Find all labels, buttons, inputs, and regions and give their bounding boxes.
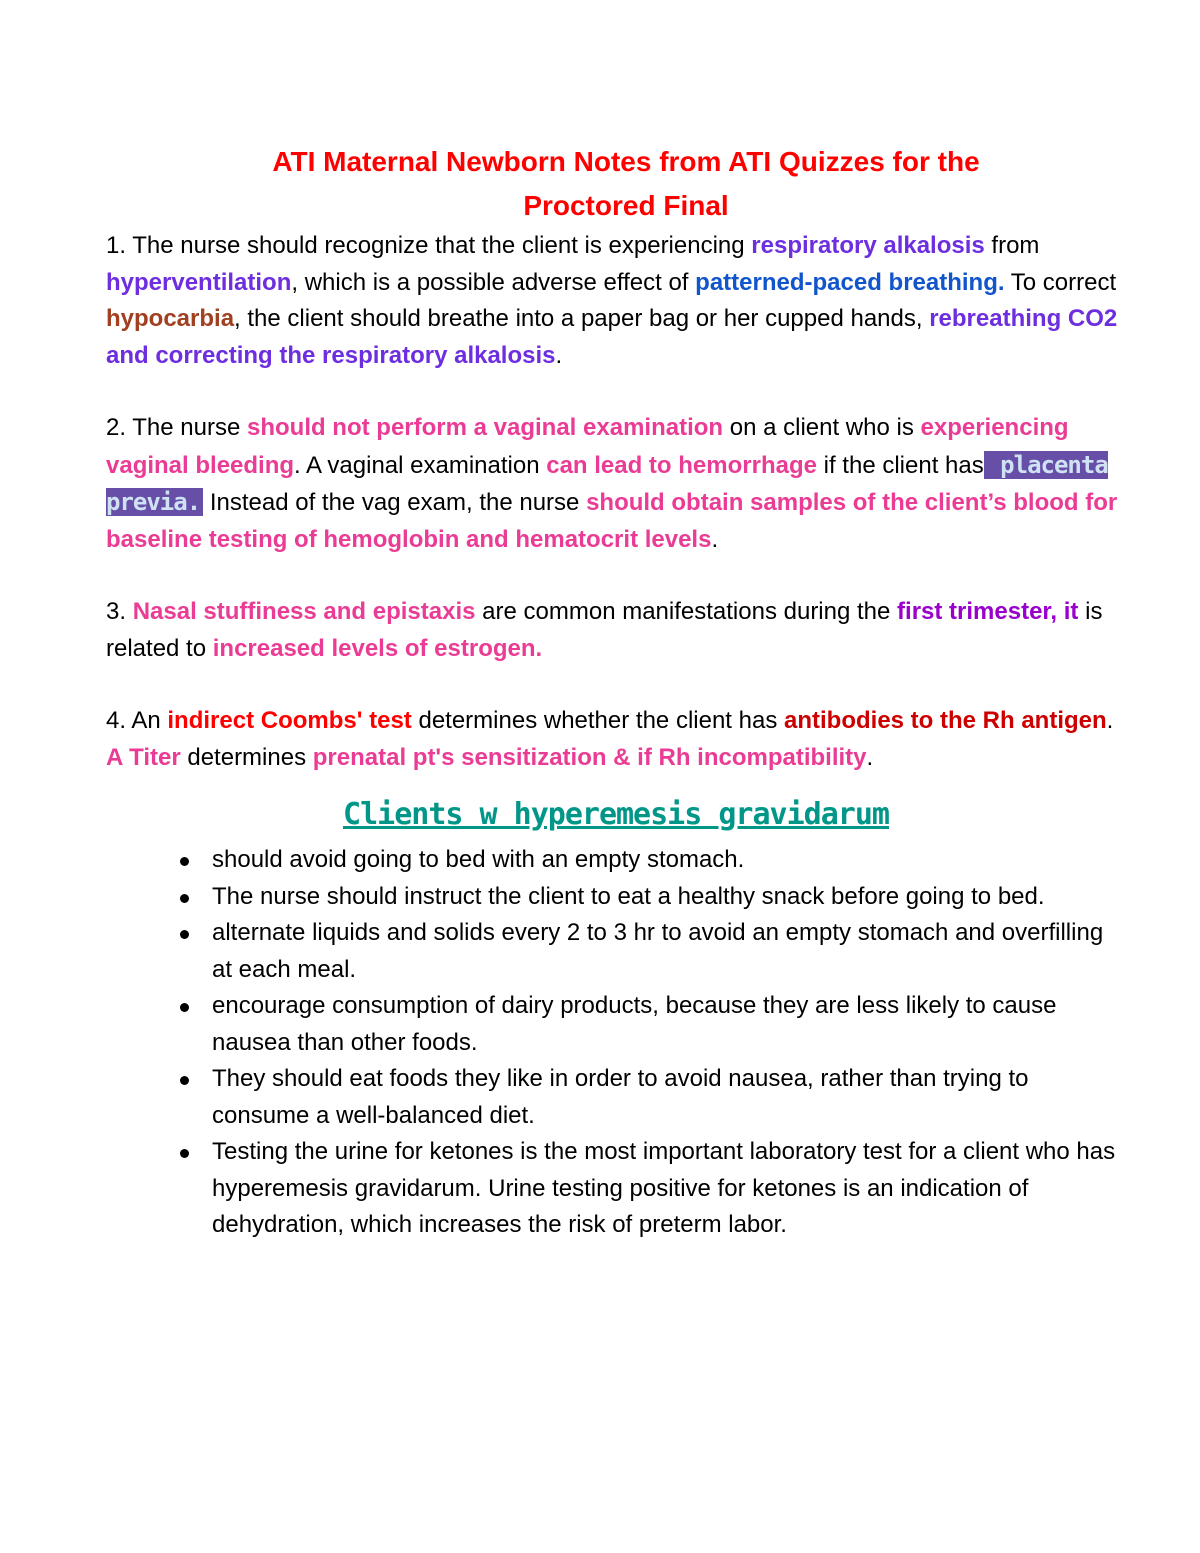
section-heading: Clients w hyperemesis gravidarum <box>343 797 889 832</box>
note-item-1 <box>106 228 1126 374</box>
list-item: encourage consumption of dairy products, because they are less likely to cause nausea than other foods. <box>212 988 1126 1061</box>
title-line-2: Proctored Final <box>523 190 729 221</box>
note-text: . A vaginal examination <box>294 451 547 479</box>
note-text <box>126 598 133 625</box>
emphasis-term: patterned-paced breathing. <box>695 268 1005 296</box>
numbered-notes <box>106 228 1126 776</box>
list-item: The nurse should instruct the client to eat a healthy snack before going to bed. <box>212 879 1126 916</box>
emphasis-term: antibodies to the Rh antigen <box>784 707 1107 734</box>
emphasis-term: indirect Coombs' test <box>167 707 412 734</box>
note-text: determines whether the client has <box>411 707 784 734</box>
note-text: is related to <box>106 598 1103 662</box>
note-item-2 <box>106 410 1126 558</box>
note-text: . <box>711 525 719 553</box>
emphasis-term: A Titer <box>106 743 181 771</box>
note-text: Instead of the vag exam, the nurse <box>203 489 587 516</box>
emphasis-term: respiratory alkalosis <box>751 232 985 259</box>
item-number: 4. <box>106 707 127 734</box>
note-text: if the client has <box>816 451 984 479</box>
list-item: should avoid going to bed with an empty stomach. <box>212 842 1126 879</box>
note-text: from <box>984 232 1040 259</box>
emphasis-term: hypocarbia <box>106 305 235 332</box>
emphasis-term: increased levels of estrogen. <box>212 634 543 662</box>
emphasis-term: first trimester, it <box>897 598 1079 625</box>
emphasis-term: hyperventilation <box>106 268 292 296</box>
note-text: are common manifestations during the <box>475 598 898 625</box>
list-item: Testing the urine for ketones is the most important laboratory test for a client who has hyperemesis gravidarum. Urine testing positive for ketones is an indication of dehydration, which increases the risk of preterm labor. <box>212 1134 1126 1244</box>
note-text: . <box>1106 707 1114 734</box>
emphasis-term: experiencing vaginal bleeding <box>106 414 1069 479</box>
list-item: They should eat foods they like in order to avoid nausea, rather than trying to consume a well-balanced diet. <box>212 1061 1126 1134</box>
item-number: 3. <box>106 598 127 625</box>
emphasis-term: should not perform a vaginal examination <box>246 414 724 441</box>
note-item-4 <box>106 703 1126 776</box>
note-text: The nurse should recognize that the client is experiencing <box>126 232 752 259</box>
emphasis-term: Nasal stuffiness and epistaxis <box>132 598 476 625</box>
note-text: determines <box>180 743 313 771</box>
hyperemesis-bullet-list <box>106 842 1126 1244</box>
item-number: 1. <box>106 232 127 259</box>
note-text: To correct <box>1004 268 1117 296</box>
emphasis-term: prenatal pt's sensitization & if Rh incompatibility <box>312 743 867 771</box>
note-text: on a client who is <box>723 414 921 441</box>
list-item: alternate liquids and solids every 2 to 3 hr to avoid an empty stomach and overfilling at each meal. <box>212 915 1126 988</box>
item-number: 2. <box>106 414 127 441</box>
document-title <box>106 140 1126 228</box>
emphasis-term: should obtain samples of the client’s blood for baseline testing of hemoglobin and hematocrit levels <box>106 489 1118 553</box>
title-line-1: ATI Maternal Newborn Notes from ATI Quizzes for the <box>272 146 980 177</box>
note-text: The nurse <box>126 414 247 441</box>
highlighted-term: placenta previa. <box>106 450 1108 516</box>
note-text: , which is a possible adverse effect of <box>291 268 696 296</box>
note-text: . <box>866 743 874 771</box>
note-text: , the client should breathe into a paper bag or her cupped hands, <box>234 305 930 332</box>
emphasis-term: can lead to hemorrhage <box>546 451 817 479</box>
note-item-3 <box>106 594 1126 667</box>
note-text: . <box>555 341 563 369</box>
document-page <box>106 140 1126 1244</box>
note-text: An <box>126 707 168 734</box>
emphasis-term: rebreathing CO2 and correcting the respiratory alkalosis <box>106 305 1118 369</box>
